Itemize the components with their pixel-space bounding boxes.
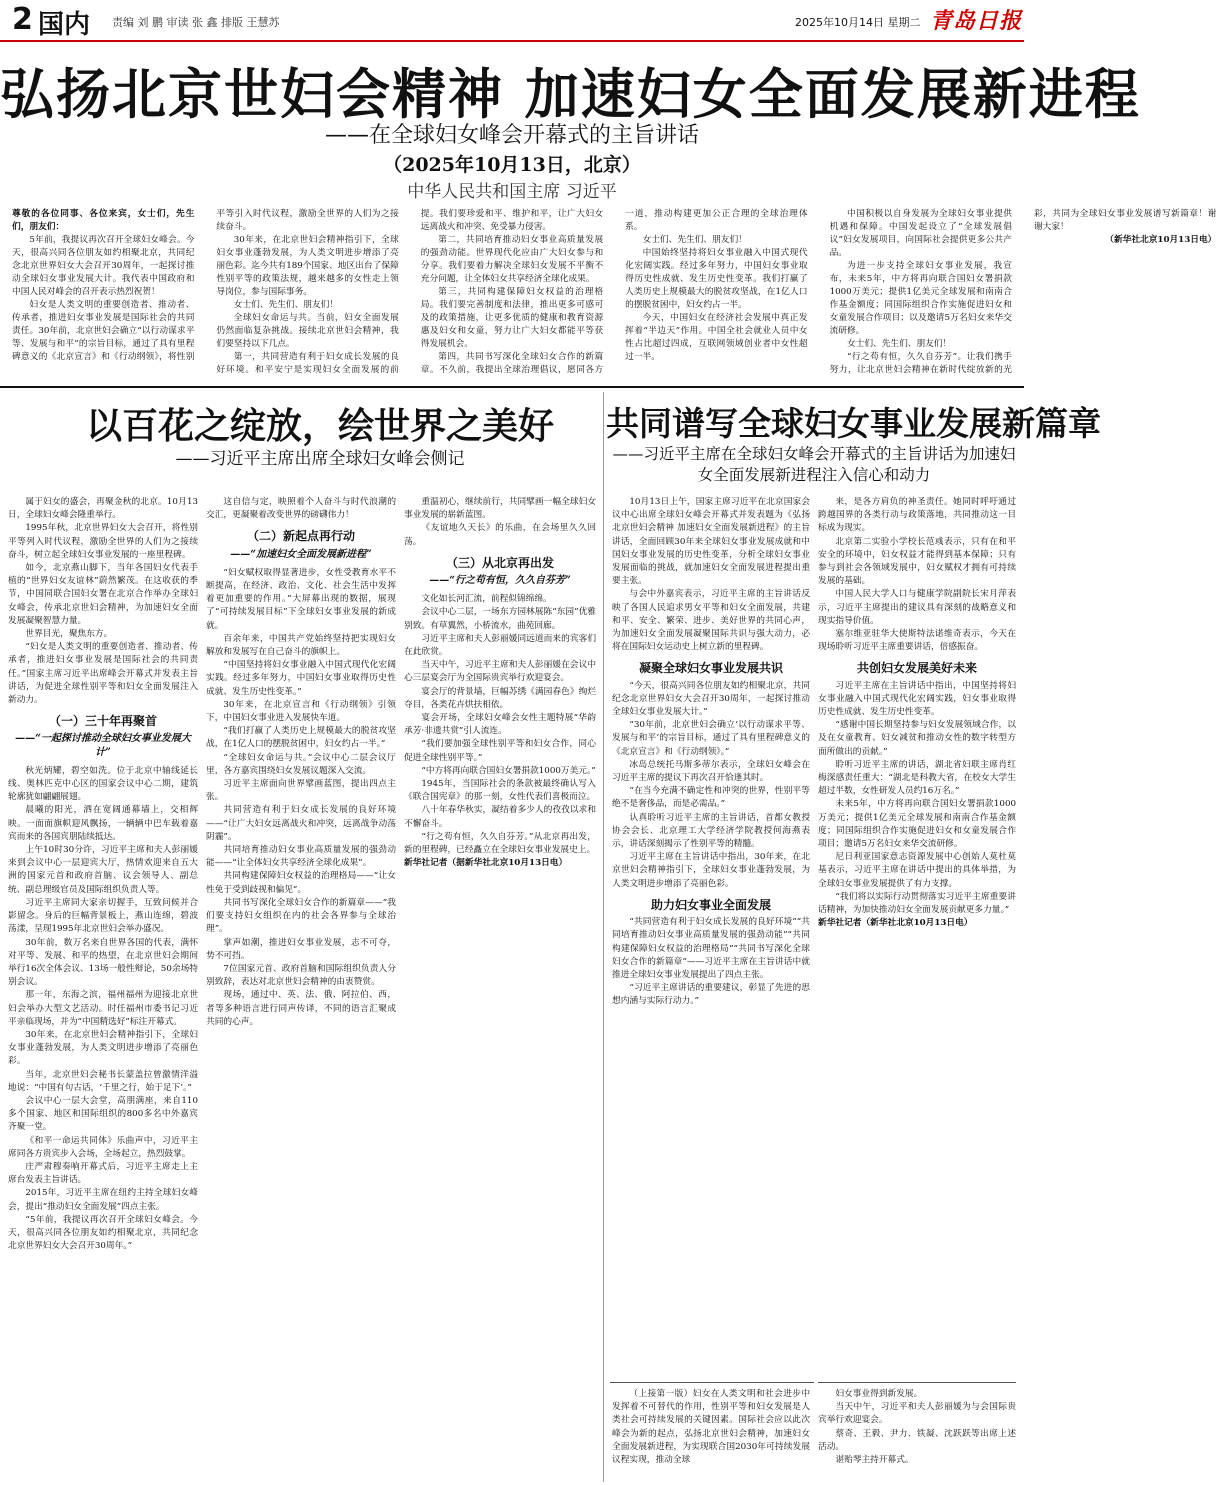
paragraph: 习近平主席面向世界擘画蓝图，提出四点主张。 [206, 779, 396, 803]
paragraph: 共同构建保障妇女权益的治理格局——“让女性免于受到歧视和偏见”。 [206, 871, 396, 895]
paragraph: “中方将再向联合国妇女署捐款1000万美元。” [421, 765, 596, 776]
paragraph: 那一年，东海之滨，福州福州为迎接北京世妇会举办大型文艺活动。时任福州市委书记习近平亲临现场，并为“中国精选好”标注开幕式。 [8, 990, 198, 1027]
continued-tail [818, 1388, 1016, 1482]
paragraph: 现场，通过中、英、法、俄、阿拉伯、西，者等多种语言进行同声传译，不同的语言汇聚成共同的心声。 [206, 990, 396, 1027]
paragraph: 习近平主席在主旨讲话中指出，30年来，在北京世妇会精神指引下，全球妇女事业蓬勃发展，为人类文明进步增添了亮丽色彩。 [612, 852, 810, 889]
paragraph: “妇女赋权取得显著进步，女性受教育水平不断提高，在经济、政治、文化、社会生活中发挥着更加重要的作用。”大屏幕出现的数据，展现了“可持续发展目标”下全球妇女事业发展的新成就。 [206, 567, 396, 631]
section-subheading: ——“一起探讨推动全球妇女事业发展大计” [15, 733, 191, 758]
section-heading: 凝聚全球妇女事业发展共识 [638, 661, 783, 676]
paragraph: 这自信与定，映照着个人奋斗与时代浪潮的交汇，更凝聚着改变世界的磅礴伟力！ [206, 497, 396, 521]
paragraph: 共同营造有利于妇女成长发展的良好环境——“让广大妇女远离战火和冲突，远离战争动荡阴霾”。 [206, 805, 396, 842]
speech-paragraph: 全球妇女命运与共。当前，妇女全面发展仍然面临复杂挑战。接续北京世妇会精神，我们要坚持以下几点。 [216, 313, 399, 349]
paragraph: 冰岛总统托马斯多蒂尔表示，全球妇女峰会在习近平主席的提议下再次召开恰逢其时。 [612, 759, 810, 784]
paragraph: 当天中午，习近平和夫人彭丽媛为与会国际贵宾举行欢迎宴会。 [818, 1402, 1016, 1426]
paragraph: 聆听习近平主席的讲话，湖北省妇联主席肖红梅深感责任重大：“湖北是科教大省，在校女大学生超过半数，女性研发人员约16万名。” [818, 759, 1016, 797]
paragraph: “我们打赢了人类历史上规模最大的脱贫攻坚战，在1亿人口的摆脱贫困中，妇女约占一半。” [206, 726, 396, 750]
paragraph: 30年前，数万名来自世界各国的代表，满怀对平等、发展、和平的热望，在北京世妇会期间举行16次全体会议、13场一般性辩论，50余场特别会议。 [8, 937, 198, 988]
paragraph: 1995年秋，北京世界妇女大会召开，将性别平等列入时代议程，激励全世界的人们为之接续奋斗，树立起全球妇女事业发展的一座里程碑。 [8, 523, 198, 560]
paragraph: 会议中心二层，一场东方园林展陈“东园”优雅别致。有草翼然，小桥流水，曲苑回廊。 [404, 607, 596, 631]
paragraph: “感谢中国长期坚持参与妇女发展领域合作，以及在女童教育、妇女减贫和推动女性的数字转型方面所做出的贡献。” [818, 720, 1016, 757]
right-column-2 [818, 496, 1016, 1376]
paragraph: 掌声如潮，推进妇女事业发展，志不可夺，势不可挡。 [206, 937, 396, 961]
speech-paragraph: 30年来，在北京世妇会精神指引下，全球妇女事业蓬勃发展，为人类文明进步增添了亮丽色彩。迄今共有189个国家、地区出台了保障性别平等的政策法规，越来越多的女性走上领导岗位，参与国际事务。 [216, 235, 399, 297]
speech-paragraph: 中国积极以自身发展为全球妇女事业提供机遇和保障。中国发起设立了“全球发展倡议”妇女发展项目，向国际社会提供更多公共产品。 [829, 209, 1012, 258]
main-headline: 弘扬北京世妇会精神 加速妇女全面发展新进程 [0, 62, 1141, 126]
left-subheadline: ——习近平主席出席全球妇女峰会侧记 [175, 449, 465, 469]
paragraph: 30年来，在北京世妇会精神指引下，全球妇女事业蓬勃发展，为人类文明进步增添了亮丽色彩。 [8, 1029, 198, 1067]
issue-date: 2025年10月14日 星期二 [795, 16, 921, 29]
paragraph: 尼日利亚国家意志资源发展中心创始人莫杜莫基表示，习近平主席在讲话中提出的具体举措，为全球妇女事业发展提供了有力支撑。 [818, 852, 1016, 889]
speech-greeting: 尊敬的各位同事、各位来宾，女士们，先生们，朋友们： [12, 209, 195, 232]
continuation-divider [818, 1382, 1016, 1383]
paragraph: 世界目光，聚焦东方。 [25, 629, 113, 640]
speech-paragraph: 妇女是人类文明的重要创造者、推动者、传承者，推进妇女事业发展是国际社会的共同责任。30年前，北京世妇会确立“以行动谋求平等、发展与和平”的宗旨目标，通过了具有里程碑意义的《北京宣言》和《行动纲领》，将性别平等引入时代议程，激励全世界的人们为之接续奋斗。 [12, 209, 399, 362]
paragraph: “行之苟有恒，久久自芬芳。”从北京再出发，新的里程碑，已经矗立在全球妇女事业发展史上。 [404, 831, 596, 856]
section-heading: （二）新起点再行动 [246, 529, 355, 544]
right-subheadline: ——习近平主席在全球妇女峰会开幕式的主旨讲话为加速妇女全面发展新进程注入信心和动力 [612, 445, 1016, 484]
article-source: 新华社记者（据新华社北京10月13日电） [404, 858, 568, 869]
paragraph: 习近平主席在主旨讲话中指出，中国坚持将妇女事业融入中国式现代化宏阔实践，妇女事业取得历史性成就、发生历史性变革。 [818, 680, 1016, 718]
speech-paragraph: 第一，共同营造有利于妇女成长发展的良好环境。和平安宁是实现妇女全面发展的前提。我们要珍爱和平、维护和平，让广大妇女远离战火和冲突、免受暴力侵害。 [216, 209, 604, 375]
paragraph: 10月13日上午，国家主席习近平在北京国家会议中心出席全球妇女峰会开幕式并发表题为《弘扬北京世妇会精神 加速妇女全面发展新进程》的主旨讲话，全面回顾30年来全球妇女事业发展成就和中国妇女事业发展的历史性变革，分析全球妇女事业发展面临的挑战，就加速妇女全面发展进程提出重要主张。 [612, 497, 810, 587]
paragraph: “5年前，我提议再次召开全球妇女峰会。今天，很高兴同各位朋友如约相聚北京，共同纪念北京世界妇女大会召开30周年。” [8, 1214, 198, 1252]
speech-body [12, 208, 1216, 380]
paragraph: 蔡奇、王毅、尹力、铁凝、沈跃跃等出席上述活动。 [818, 1428, 1016, 1452]
left-column-1 [8, 496, 198, 1481]
paragraph: 《和平一命运共同体》乐曲声中，习近平主席同各方贵宾步入会场，全场起立，热烈鼓掌。 [8, 1135, 198, 1159]
paragraph: 塞尔维亚驻华大使斯特法诺维奇表示，今天在现场聆听习近平主席重要讲话，倍感振奋。 [818, 629, 1016, 653]
page-header [0, 0, 1024, 42]
paragraph: “我们要加强全球性别平等和妇女合作，同心促进全球性别平等。” [404, 739, 596, 763]
paragraph: 属于妇女的盛会，再聚金秋的北京。10月13日，全球妇女峰会隆重举行。 [8, 497, 198, 521]
paragraph: “在当今充满不确定性和冲突的世界，性别平等绝不是奢侈品，而是必需品。” [612, 786, 810, 810]
left-headline: 以百花之绽放，绘世界之美好 [85, 405, 554, 447]
paragraph: 7位国家元首、政府首脑和国际组织负责人分别致辞，表达对北京世妇会精神的由衷赞赏。 [206, 963, 396, 988]
paragraph: “中国坚持将妇女事业融入中国式现代化宏阔实践。经过多年努力，中国妇女事业取得历史性成就、发生历史性变革。” [206, 660, 396, 697]
paragraph: “全球妇女命运与共。”会议中心二层会议厅里，各方嘉宾围绕妇女发展议题深入交流。 [206, 752, 396, 776]
paragraph: 晨曦的阳光，洒在宽阔通幕墙上，交相辉映。一面面旗帜迎风飘扬，一辆辆中巴车载着嘉宾而来的各国宾朋陆续抵达。 [8, 805, 198, 842]
speech-paragraph: 为进一步支持全球妇女事业发展，我宣布，未来5年，中方将再向联合国妇女署捐款1000万美元；提供1亿美元全球发展和南南合作基金额度；同国际组织合作实施促进妇女和女童发展合作项目；以及邀请5万名妇女来华交流研修。 [829, 261, 1012, 336]
paragraph: “今天，很高兴同各位朋友如约相聚北京，共同纪念北京世界妇女大会召开30周年，一起探讨推动全球妇女事业发展大计。” [612, 680, 810, 718]
paragraph: 文化如长河汇流，前程似锦绵绵。 [421, 594, 552, 605]
paragraph: 1945年，当国际社会的条款被最终确认写入《联合国宪章》的那一刻，女性代表们喜极而泣。 [404, 779, 596, 803]
speech-paragraph: 女士们、先生们、朋友们！ [233, 300, 339, 310]
section-subheading: ——“行之苟有恒，久久自芬芳” [429, 575, 571, 587]
paragraph: 宴会厅的背景墙，巨幅苏绣《满园春色》绚烂夺目，各类花卉烘扶相依。 [404, 686, 596, 710]
paragraph: 未来5年，中方将再向联合国妇女署捐款1000万美元；提供1亿美元全球发展和南南合作基金额度；同国际组织合作实施促进妇女和女童发展合作项目；邀请5万名妇女来华交流研修。 [818, 799, 1016, 850]
section-heading: 助力妇女事业全面发展 [650, 897, 771, 912]
speech-paragraph: 今天，中国妇女在经济社会发展中真正发挥着“半边天”作用。中国全社会就业人员中女性占比超过四成，互联网领域创业者中女性超过一半。 [625, 313, 808, 362]
main-byline: 中华人民共和国主席 习近平 [407, 182, 617, 202]
paragraph: （上接第一版）妇女在人类文明和社会进步中发挥着不可替代的作用，性别平等和妇女发展是人类社会可持续发展的关键因素。国际社会应以此次峰会为新的起点，弘扬北京世妇会精神，加速妇女全面发展新进程，为实现联合国2030年可持续发展议程实现，推动全球 [612, 1389, 810, 1466]
speech-paragraph: 第二，共同培育推动妇女事业高质量发展的强劲动能。世界现代化应由广大妇女参与和分享。我们要着力解决全球妇女发展不平衡不充分问题，让全体妇女共享经济全球化成果。 [420, 235, 604, 284]
left-column-3 [404, 496, 596, 1481]
paragraph: 宴会开场，全球妇女峰会女性主题特展“华韵承芳·非遗共赏”引人流连。 [404, 713, 596, 737]
section-heading: 共创妇女发展美好未来 [856, 661, 977, 676]
paragraph: 百余年来，中国共产党始终坚持把实现妇女解放和发展写在自己奋斗的旗帜上。 [206, 633, 396, 658]
section-heading: （一）三十年再聚首 [48, 714, 157, 729]
paragraph: 2015年，习近平主席在纽约主持全球妇女峰会，提出“推动妇女全面发展”四点主张。 [8, 1188, 198, 1212]
paragraph: 上午10时30分许，习近平主席和夫人彭丽媛来到会议中心一层迎宾大厅，热情欢迎来自五大洲的国家元首和政府首脑、议会领导人、副总统、副总理级官员及国际组织负责人等。 [8, 845, 198, 895]
speech-paragraph: 第四，共同书写深化全球妇女合作的新篇章。不久前，我提出全球治理倡议，愿同各方一道，推动构建更加公正合理的全球治理体系。 [420, 209, 808, 375]
paragraph: 来，是各方肩负的神圣责任。她同时呼吁通过跨越国界的各类行动与政策落地，共同推动这一目标成为现实。 [818, 497, 1016, 534]
paragraph: “我们将以实际行动贯彻落实习近平主席重要讲话精神，为加快推动妇女全面发展贡献更多力量。” [818, 891, 1016, 916]
paragraph: 与会中外嘉宾表示，习近平主席的主旨讲话反映了各国人民追求男女平等和妇女全面发展，共建和平、安全、繁荣、进步、美好世界的共同心声，为加速妇女全面发展凝聚国际共识与强大动力，必将在国际妇女运动史上树立新的里程碑。 [612, 589, 810, 653]
paragraph: 当年，北京世妇会秘书长蒙盖拉曾激情洋溢地说：“中国有句古话，‘千里之行，始于足下’。” [8, 1069, 198, 1093]
paragraph: 30年来，在北京宣言和《行动纲领》引领下，中国妇女事业进入发展快车道。 [206, 699, 396, 724]
paragraph: 中国人民大学人口与健康学院副院长宋月萍表示，习近平主席提出的建议具有深刻的战略意义和现实指导价值。 [818, 589, 1016, 626]
speech-paragraph: 女士们、先生们、朋友们！ [846, 339, 952, 349]
paragraph: 谌贻琴主持开幕式。 [835, 1455, 914, 1466]
paragraph: “共同营造有利于妇女成长发展的良好环境”“共同培育推动妇女事业高质量发展的强劲动能”“共同构建保障妇女权益的治理格局”“共同书写深化全球妇女合作的新篇章”——习近平主席在主旨讲话中就推进全球妇女事业发展提出了四点主张。 [612, 917, 810, 980]
paragraph: 认真聆听习近平主席的主旨讲话，首都女教授协会会长、北京理工大学经济学院教授何海燕表示，讲话深刻揭示了性别平等的精髓。 [612, 812, 810, 850]
editor-credits: 责编 刘 鹏 审读 张 鑫 排版 王慧苏 [112, 16, 280, 29]
section-heading: （三）从北京再出发 [445, 555, 554, 570]
speech-paragraph: 中国始终坚持将妇女事业融入中国式现代化宏阔实践。经过多年努力，中国妇女事业取得历史性成就、发生历史性变革。我们打赢了人类历史上规模最大的脱贫攻坚战，在1亿人口的摆脱贫困中，妇女约占一半。 [625, 248, 808, 310]
section-subheading: ——“加速妇女全面发展新进程” [230, 548, 372, 560]
paragraph: “习近平主席讲话的重要建议，彰显了先进的思想内涵与实际行动力。” [612, 983, 810, 1007]
continued-from-front [612, 1388, 810, 1482]
paragraph: 当天中午，习近平主席和夫人彭丽媛在会议中心三层宴会厅为全国际贵宾举行欢迎宴会。 [404, 660, 596, 684]
column-divider [603, 392, 604, 1482]
right-column-1 [612, 496, 810, 1376]
paragraph: 共同书写深化全球妇女合作的新篇章——“我们要支持妇女组织在内的社会各界参与全球治理”。 [206, 897, 396, 935]
main-subheadline: ——在全球妇女峰会开幕式的主旨讲话 [324, 123, 699, 148]
paragraph: “妇女是人类文明的重要创造者、推动者、传承者，推进妇女事业发展是国际社会的共同责任。”国家主席习近平出席峰会开幕式并发表主旨讲话，为促进全球性别平等和妇女全面发展注入新动力。 [8, 642, 198, 706]
paragraph: “30年前，北京世妇会确立‘以行动谋求平等、发展与和平’的宗旨目标，通过了具有里程碑意义的《北京宣言》和《行动纲领》。” [612, 720, 810, 757]
newspaper-logo: 青岛日报 [930, 8, 1023, 34]
paragraph: 秋光炳耀，碧空如洗。位于北京中轴线延长线、奥林匹克中心区的国家会议中心二期，建筑轮廓犹如翩翩展翅。 [8, 765, 198, 803]
speech-paragraph: 女士们、先生们、朋友们！ [642, 235, 747, 245]
paragraph: 北京第二实验小学校长范彧表示，只有在和平安全的环境中，妇女权益才能得到基本保障；只有参与到社会各领域发展中，妇女赋权才拥有可持续发展的基础。 [818, 536, 1016, 587]
paragraph: 妇女事业得到新发展。 [835, 1389, 923, 1399]
paragraph: 习近平主席和夫人彭丽媛同远道而来的宾客们在此欣赏。 [404, 633, 596, 658]
paragraph: 共同培育推动妇女事业高质量发展的强劲动能——“让全体妇女共享经济全球化成果”。 [206, 845, 396, 869]
continuation-divider [610, 1382, 814, 1383]
left-column-2 [206, 496, 396, 1481]
article-source: 新华社记者（新华社北京10月13日电） [818, 918, 973, 929]
paragraph: 庄严肃穆奏响开幕式后，习近平主席走上主席台发表主旨讲话。 [8, 1161, 198, 1186]
paragraph: 会议中心一层大会堂，高朋满座，来自110多个国家、地区和国际组织的800多名中外嘉宾齐聚一堂。 [8, 1095, 198, 1133]
paragraph: 如今，北京燕山脚下，当年各国妇女代表手植的“世界妇女友谊林”蔚然繁茂。在这收获的季节，中国同联合国妇女署在北京合作举办全球妇女峰会，传承北京世妇会精神，为加速妇女全面发展凝聚智慧力量。 [8, 563, 198, 626]
speech-source: （新华社北京10月13日电） [1105, 235, 1216, 245]
speech-paragraph: 5年前，我提议再次召开全球妇女峰会。今天，很高兴同各位朋友如约相聚北京，共同纪念北京世界妇女大会召开30周年，一起探讨推动全球妇女事业发展大计。我代表中国政府和中国人民对峰会的召开表示热烈祝贺！ [12, 235, 195, 297]
speech-paragraph: 第三，共同构建保障妇女权益的治理格局。我们要完善制度和法律，推出更多可感可及的政策措施，让更多优质的健康和教育资源惠及妇女和女童，努力让广大妇女都能平等获得发展机会。 [420, 287, 604, 349]
right-headline: 共同谱写全球妇女事业发展新篇章 [606, 404, 1101, 443]
main-dateline: （2025年10月13日，北京） [383, 154, 641, 176]
paragraph: 重温初心，继续前行，共同擘画一幅全球妇女事业发展的崭新蓝图。 [404, 497, 596, 521]
paragraph: 习近平主席同大家亲切握手，互致问候并合影留念。身后的巨幅背景板上，燕山连绵，碧波荡漾，呈现1995年北京世妇会举办盛况。 [8, 897, 198, 935]
section-title: 国内 [38, 10, 91, 40]
page-number: 2 [12, 2, 33, 37]
section-divider [0, 386, 1024, 388]
paragraph: 八十年春华秋实，凝结着多少人的孜孜以求和不懈奋斗。 [404, 805, 596, 829]
speech-paragraph: “行之苟有恒，久久自芬芳”。让我们携手努力，让北京世妇会精神在新时代绽放新的光彩，共同为全球妇女事业发展谱写新篇章！谢谢大家！ [829, 209, 1216, 375]
paragraph: 《友谊地久天长》的乐曲，在会场里久久回荡。 [404, 523, 596, 547]
